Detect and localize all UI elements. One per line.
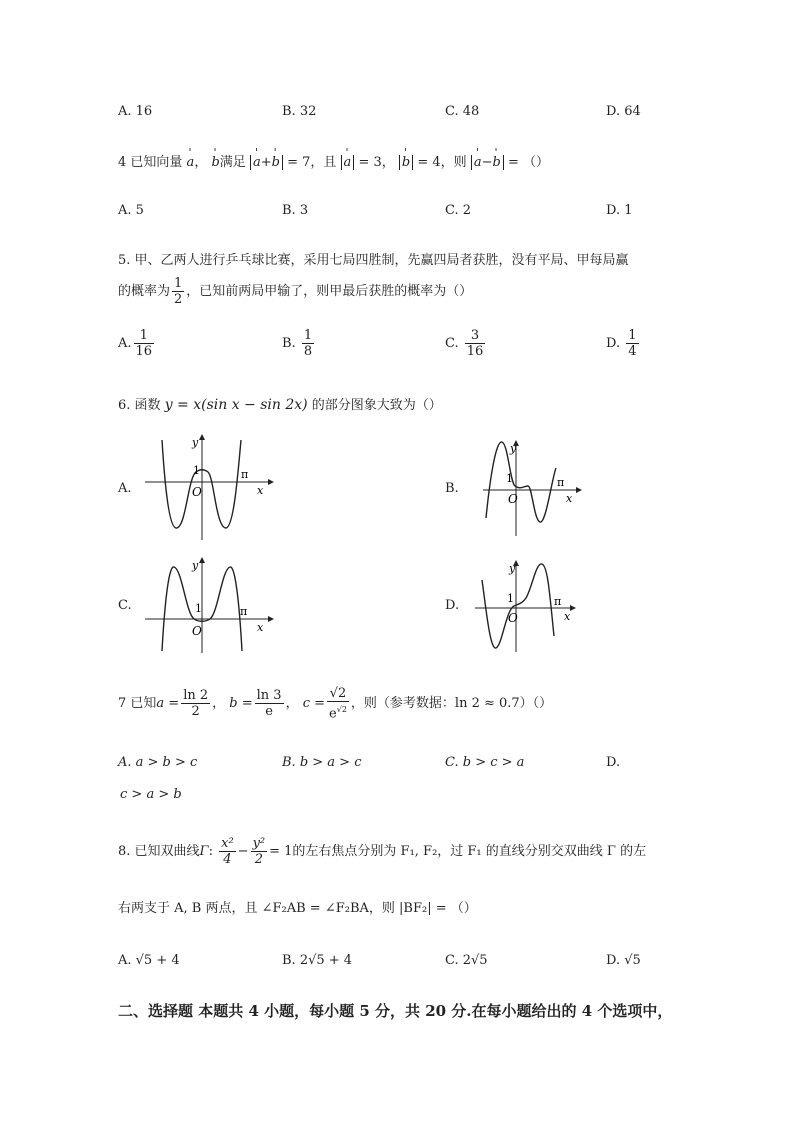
q4-abs-diff: ' a−' b [471, 155, 504, 170]
q6-graph-b [478, 438, 588, 538]
q6-graph-d [470, 558, 582, 654]
graph-b-one-label: 1 [506, 472, 513, 485]
q4-comma: ， [381, 155, 395, 170]
q5-line2-post: ，已知前两局甲输了，则甲最后获胜的概率为（） [186, 284, 473, 299]
graph-c-origin-label: O [192, 624, 202, 638]
graph-c-x-label: x [257, 621, 264, 634]
q4-option-a: A. 5 [118, 203, 144, 218]
q6-label-d: D. [445, 598, 460, 613]
graph-a-y-label: y [192, 436, 199, 449]
q7-a-fraction: $\frac{\ln 2}{2}$ [183, 688, 209, 720]
q4-satisfy: 满足 [219, 155, 246, 170]
q4-tail: = （） [507, 155, 549, 170]
q6-label-c: C. [118, 598, 132, 613]
graph-c-y-label: y [192, 559, 199, 572]
graph-b-x-label: x [566, 492, 573, 505]
q7-suffix: ，则（参考数据：ln 2 ≈ 0.7）（） [350, 696, 553, 712]
graph-a-pi-label: π [241, 468, 249, 481]
q5-half-fraction: $\frac{1}{2}$ [174, 276, 183, 307]
graph-b-origin-label: O [508, 492, 518, 506]
graph-d-origin-label: O [508, 611, 518, 625]
graph-b-y-label: y [510, 442, 517, 455]
q8-prefix: 8. 已知双曲线 [118, 844, 200, 859]
q7-a-eq: a = [156, 696, 180, 712]
q6-formula: y = x(sin x − sin 2x) [164, 397, 308, 413]
q6-label-a: A. [118, 481, 132, 496]
q4-abs-sum: ' a+' b [250, 155, 283, 170]
q5-line1: 5. 甲、乙两人进行乒乓球比赛，采用七局四胜制，先赢四局者获胜，没有平局、甲每局赢 [118, 253, 629, 268]
q6-graph-c [140, 555, 280, 655]
graph-a-x-label: x [257, 484, 264, 497]
q7-option-c: C. b > c > a [445, 755, 525, 770]
q8-y-fraction: $\frac{\text{y²}}{2}$ [252, 836, 266, 867]
graph-d-pi-label: π [554, 595, 562, 608]
q7-option-d: D. [606, 755, 621, 770]
q6-stem [118, 394, 442, 413]
q3-option-c: C. 48 [445, 104, 480, 119]
q4-option-d: D. 1 [606, 203, 633, 218]
q5-line2-pre: 的概率为 [118, 284, 171, 299]
q7-option-d-value: c > a > b [120, 787, 182, 802]
q8-gamma: Γ [199, 844, 209, 859]
graph-a-one-label: 1 [193, 464, 200, 477]
q4-sep: ， [194, 155, 208, 170]
q4-option-c: C. 2 [445, 203, 472, 218]
graph-c-pi-label: π [240, 605, 248, 618]
q4-abs-b: ' b [399, 155, 413, 170]
q6-suffix: 的部分图象大致为（） [311, 398, 442, 413]
q8-option-b: B. 2√5 + 4 [282, 953, 353, 968]
q3-option-a: A. 16 [118, 104, 153, 119]
q8-line2: 右两支于 A, B 两点，且 ∠F₂AB = ∠F₂BA，则 |BF₂| = （） [118, 901, 477, 916]
q5-option-b: B. $\frac{1}{8}$ [282, 328, 313, 359]
q8-option-a: A. √5 + 4 [118, 953, 180, 968]
graph-a-origin-label: O [192, 485, 202, 499]
q7-stem: 7 已知a = $\frac{\ln 2}{2}$ ， b = $\frac{\ln 3}{e}$ ， c = $\frac{√2}{e^{√2}}$ ，则（参考数据：ln 2 ≈ 0.7）（） [118, 686, 553, 722]
q4-cond2: = 3 [358, 155, 382, 170]
q5-option-d: D. $\frac{1}{4}$ [606, 328, 637, 359]
q8-line1: 8. 已知双曲线Γ: $\frac{\text{x²}}{4}$ − $\frac{\text{y²}}{2}$ = 1的左右焦点分别为 F₁, F₂，过 F₁ 的直线分别交双曲线 Γ 的左 [118, 836, 647, 867]
q8-line1-post: 的左右焦点分别为 F₁, F₂，过 F₁ 的直线分别交双曲线 Γ 的左 [292, 844, 647, 859]
q7-option-b: B. b > a > c [282, 755, 362, 770]
q4-and: ，且 [310, 155, 337, 170]
graph-c-one-label: 1 [195, 602, 202, 615]
q8-eq1: = 1 [269, 844, 293, 859]
q6-graph-a [140, 432, 280, 542]
q7-option-a: A. a > b > c [118, 755, 198, 770]
graph-d-one-label: 1 [507, 592, 514, 605]
q4-option-b: B. 3 [282, 203, 309, 218]
graph-b-pi-label: π [557, 476, 565, 489]
q4-cond1: = 7 [287, 155, 311, 170]
q5-option-c: C. $\frac{3}{16}$ [445, 328, 484, 359]
q5-line2 [118, 276, 472, 307]
q8-option-d: D. √5 [606, 953, 641, 968]
graph-d-y-label: y [509, 562, 516, 575]
q4-stem [118, 151, 549, 170]
q4-cond3: = 4 [417, 155, 441, 170]
q4-abs-a: ' a [341, 155, 355, 170]
q6-prefix: 6. 函数 [118, 398, 161, 413]
q7-c-eq: c = [302, 696, 326, 712]
q7-b-eq: b = [229, 696, 253, 712]
graph-d-x-label: x [564, 610, 571, 623]
q6-label-b: B. [445, 481, 459, 496]
q4-vec-a: ' a [187, 155, 195, 170]
q7-prefix: 7 已知 [118, 696, 157, 712]
q8-option-c: C. 2√5 [445, 953, 488, 968]
q7-c-fraction: $\frac{√2}{e^{√2}}$ [329, 686, 347, 722]
q4-prefix: 4 已知向量 [118, 155, 183, 170]
section2-heading: 二、选择题 本题共 4 小题，每小题 5 分，共 20 分.在每小题给出的 4 个选项中， [118, 1002, 673, 1020]
q3-option-d: D. 64 [606, 104, 641, 119]
q8-x-fraction: $\frac{\text{x²}}{4}$ [221, 836, 234, 867]
q4-then: ，则 [440, 155, 467, 170]
q3-option-b: B. 32 [282, 104, 317, 119]
q7-b-fraction: $\frac{\ln 3}{e}$ [256, 688, 282, 720]
q4-vec-b: ' b [211, 155, 219, 170]
q5-option-a: A. $\frac{1}{16}$ [118, 328, 153, 359]
